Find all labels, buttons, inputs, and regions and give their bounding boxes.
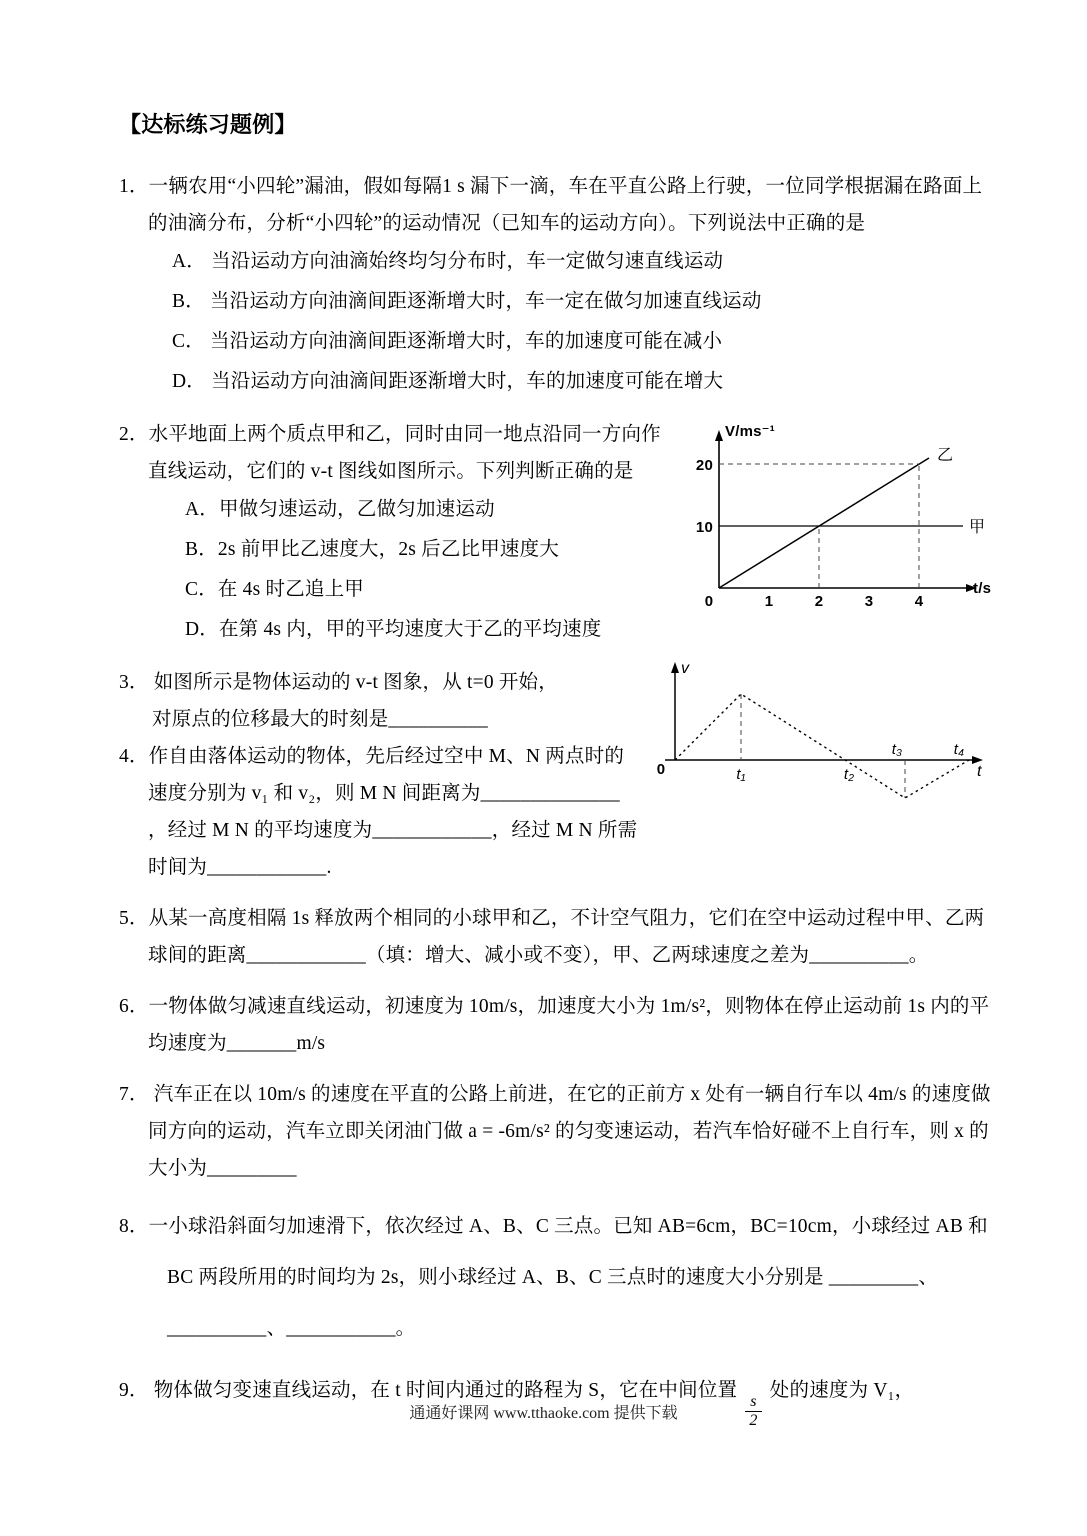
q3-xtick-t4: t₄ <box>953 741 965 758</box>
question-5-stem: 5．从某一高度相隔 1s 释放两个相同的小球甲和乙，不计空气阻力，它们在空中运动过程中甲、乙两球间的距离____________（填：增大、减小或不变），甲、乙两球速度之差为__________。 <box>119 908 985 966</box>
page-title: 【达标练习题例】 <box>119 112 297 137</box>
question-1-stem: 1．一辆农用“小四轮”漏油，假如每隔1 s 漏下一滴，车在平直公路上行驶，一位同学根据漏在路面上的油滴分布，分析“小四轮”的运动情况（已知车的运动方向）。下列说法中正确的是 <box>119 176 983 234</box>
q3-xtick-t1: t₁ <box>736 766 746 783</box>
question-7-stem: 7． 汽车正在以 10m/s 的速度在平直的公路上前进，在它的正前方 x 处有一辆自行车以 4m/s 的速度做同方向的运动，汽车立即关闭油门做 a = -6m/s² 的匀变速运动，若汽车恰好碰不上自行车，则 x 的大小为_________ <box>119 1084 991 1179</box>
question-4-stem: 4．作自由落体运动的物体，先后经过空中 M、N 两点时的速度分别为 v₁ 和 v₂，则 M N 间距离为______________ ，经过 M N 的平均速度为____________，经过 M N 所需时间为____________. <box>119 746 638 878</box>
question-6 <box>119 988 991 1062</box>
question-2-option-b: B．2s 前甲比乙速度大，2s 后乙比甲速度大 <box>185 539 560 560</box>
q2-xtick-2: 2 <box>814 593 824 610</box>
question-3-stem-line-1: 3． 如图所示是物体运动的 v-t 图象，从 t=0 开始， <box>119 672 558 693</box>
fraction-numerator: s <box>745 1393 761 1412</box>
q3-xtick-t3: t₃ <box>891 741 903 758</box>
q3-origin-label: 0 <box>656 761 666 778</box>
q2-series-yi-label: 乙 <box>937 447 954 464</box>
question-9-text-after-fraction: 处的速度为 V₁， <box>764 1380 915 1401</box>
q3-y-axis-label: v <box>681 660 690 677</box>
question-8-stem: 8．一小球沿斜面匀加速滑下，依次经过 A、B、C 三点。已知 AB=6cm，BC=10cm，小球经过 AB 和 BC 两段所用的时间均为 2s，则小球经过 A、B、C 三点时的速度大小分别是 _________、__________、___________。 <box>119 1216 988 1339</box>
fraction-denominator: 2 <box>749 1412 758 1429</box>
question-2-stem: 2．水平地面上两个质点甲和乙，同时由同一地点沿同一方向作直线运动，它们的 v-t 图线如图所示。下列判断正确的是 <box>119 424 661 482</box>
q2-xtick-3: 3 <box>864 593 874 610</box>
worksheet-content <box>119 110 991 1444</box>
page-footer: 通通好课网 www.tthaoke.com 提供下载 <box>409 1405 678 1422</box>
question-2-option-d: D．在第 4s 内，甲的平均速度大于乙的平均速度 <box>185 619 602 640</box>
q3-xtick-t2: t₂ <box>843 766 855 783</box>
q2-series-jia-label: 甲 <box>969 519 986 536</box>
question-7 <box>119 1076 991 1187</box>
q2-ytick-20: 20 <box>695 457 713 474</box>
q3-x-axis-label: t <box>977 763 982 780</box>
question-1-option-c: C． 当沿运动方向油滴间距逐渐增大时，车的加速度可能在减小 <box>172 331 723 352</box>
question-1-option-a: A． 当沿运动方向油滴始终均匀分布时，车一定做匀速直线运动 <box>172 251 724 272</box>
q2-xtick-0: 0 <box>704 593 714 610</box>
q2-ytick-10: 10 <box>695 519 713 536</box>
q2-y-axis-arrow-icon <box>715 430 723 441</box>
question-2 <box>119 416 991 650</box>
question-8 <box>119 1201 991 1354</box>
q3-graph-axes <box>665 670 975 760</box>
question-6-stem: 6．一物体做匀减速直线运动，初速度为 10m/s，加速度大小为 1m/s²，则物体在停止运动前 1s 内的平均速度为_______m/s <box>119 996 990 1054</box>
vt-graph-q2-svg <box>679 420 991 628</box>
q2-x-axis-label: t/s <box>973 580 991 597</box>
q2-xtick-4: 4 <box>914 593 924 610</box>
question-3-stem-line-2: 对原点的位移最大的时刻是__________ <box>152 709 488 730</box>
q2-xtick-1: 1 <box>764 593 774 610</box>
q2-y-axis-label: V/ms⁻¹ <box>725 423 775 440</box>
questions-3-4 <box>119 660 991 886</box>
question-1-option-b: B． 当沿运动方向油滴间距逐渐增大时，车一定在做匀加速直线运动 <box>172 291 762 312</box>
question-1 <box>119 168 991 402</box>
vt-graph-question-3 <box>651 656 991 828</box>
question-2-option-a: A．甲做匀速运动，乙做匀加速运动 <box>185 499 495 520</box>
q3-y-axis-arrow-icon <box>671 662 679 673</box>
q2-series-yi-line <box>719 458 929 588</box>
question-9-text-before-fraction: 9． 物体做匀变速直线运动，在 t 时间内通过的路程为 S，它在中间位置 <box>119 1380 743 1401</box>
q3-vt-curve <box>675 694 969 798</box>
vt-graph-q3-svg <box>651 656 991 828</box>
question-5 <box>119 900 991 974</box>
vt-graph-question-2 <box>679 420 991 628</box>
question-1-option-d: D． 当沿运动方向油滴间距逐渐增大时，车的加速度可能在增大 <box>172 371 724 392</box>
question-2-option-c: C．在 4s 时乙追上甲 <box>185 579 364 600</box>
